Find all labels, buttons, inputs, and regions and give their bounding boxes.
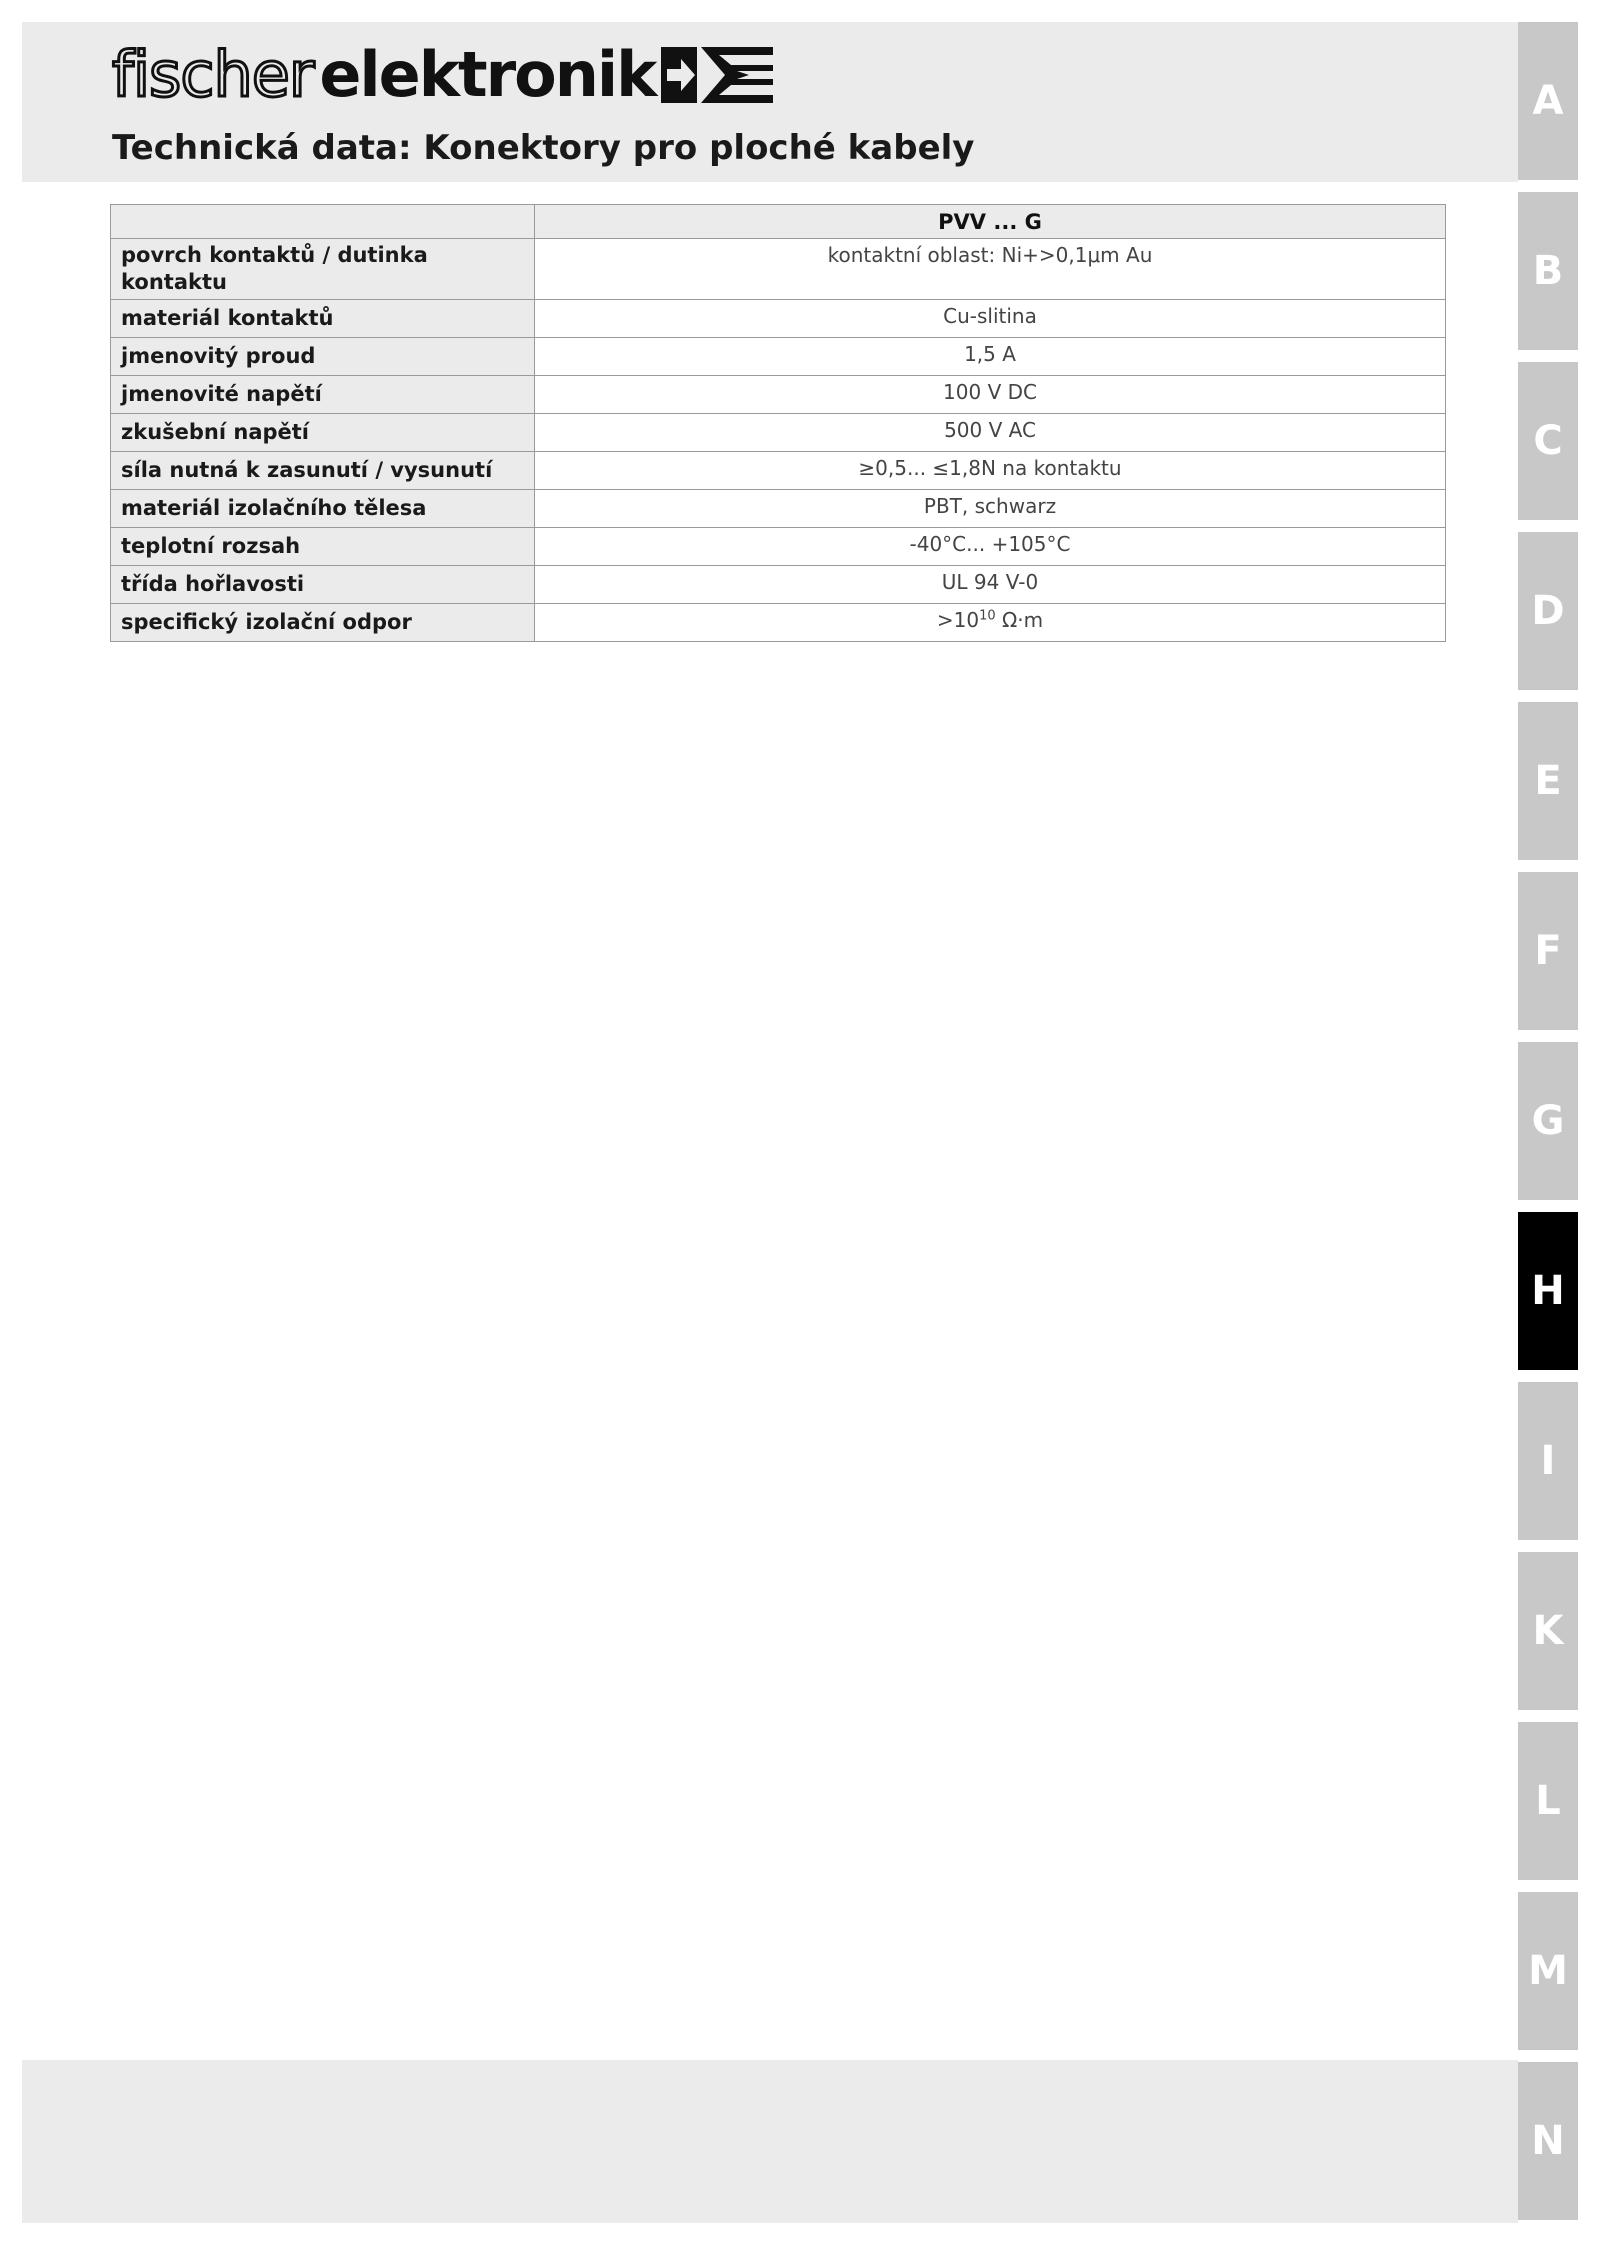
row-label: zkušební napětí xyxy=(111,414,535,452)
table-row xyxy=(111,300,1446,338)
row-value xyxy=(535,604,1446,642)
row-value: Cu-slitina xyxy=(535,300,1446,338)
table-row xyxy=(111,566,1446,604)
tab-b[interactable]: B xyxy=(1518,192,1578,350)
row-value: 1,5 A xyxy=(535,338,1446,376)
value-exponent: 10 xyxy=(979,608,996,624)
row-value: 500 V AC xyxy=(535,414,1446,452)
table-row xyxy=(111,604,1446,642)
tab-g[interactable]: G xyxy=(1518,1042,1578,1200)
table-column-header: PVV ... G xyxy=(535,205,1446,239)
tab-f[interactable]: F xyxy=(1518,872,1578,1030)
tab-a[interactable]: A xyxy=(1518,22,1578,180)
row-value: PBT, schwarz xyxy=(535,490,1446,528)
brand-name-part1: fischer xyxy=(112,38,314,111)
tab-m[interactable]: M xyxy=(1518,1892,1578,2050)
value-base: >10 xyxy=(936,608,980,632)
tab-d[interactable]: D xyxy=(1518,532,1578,690)
table-row xyxy=(111,338,1446,376)
row-value: ≥0,5... ≤1,8N na kontaktu xyxy=(535,452,1446,490)
table-row xyxy=(111,528,1446,566)
tab-l[interactable]: L xyxy=(1518,1722,1578,1880)
tab-i[interactable]: I xyxy=(1518,1382,1578,1540)
table-row xyxy=(111,490,1446,528)
row-label: specifický izolační odpor xyxy=(111,604,535,642)
table-row xyxy=(111,414,1446,452)
table-row xyxy=(111,239,1446,300)
brand-name-part2: elektronik xyxy=(319,38,656,111)
page-title: Technická data: Konektory pro ploché kabely xyxy=(112,128,975,168)
row-label: jmenovité napětí xyxy=(111,376,535,414)
footer-band xyxy=(22,2060,1518,2223)
tab-e[interactable]: E xyxy=(1518,702,1578,860)
table-row xyxy=(111,376,1446,414)
row-value: UL 94 V-0 xyxy=(535,566,1446,604)
tab-n[interactable]: N xyxy=(1518,2062,1578,2220)
row-label: třída hořlavosti xyxy=(111,566,535,604)
tab-h[interactable]: H xyxy=(1518,1212,1578,1370)
row-value: kontaktní oblast: Ni+>0,1μm Au xyxy=(535,239,1446,300)
row-value: -40°C... +105°C xyxy=(535,528,1446,566)
row-label: materiál izolačního tělesa xyxy=(111,490,535,528)
row-value: 100 V DC xyxy=(535,376,1446,414)
tab-c[interactable]: C xyxy=(1518,362,1578,520)
row-label: teplotní rozsah xyxy=(111,528,535,566)
row-label: materiál kontaktů xyxy=(111,300,535,338)
row-label: jmenovitý proud xyxy=(111,338,535,376)
table-header-blank xyxy=(111,205,535,239)
value-unit: Ω·m xyxy=(995,608,1044,632)
row-label: povrch kontaktů / dutinka kontaktu xyxy=(111,239,535,300)
table-header-row xyxy=(111,205,1446,239)
brand-logo xyxy=(112,40,773,110)
arrow-logo-icon xyxy=(661,47,773,103)
tab-k[interactable]: K xyxy=(1518,1552,1578,1710)
spec-table xyxy=(110,204,1446,642)
row-label: síla nutná k zasunutí / vysunutí xyxy=(111,452,535,490)
table-row xyxy=(111,452,1446,490)
